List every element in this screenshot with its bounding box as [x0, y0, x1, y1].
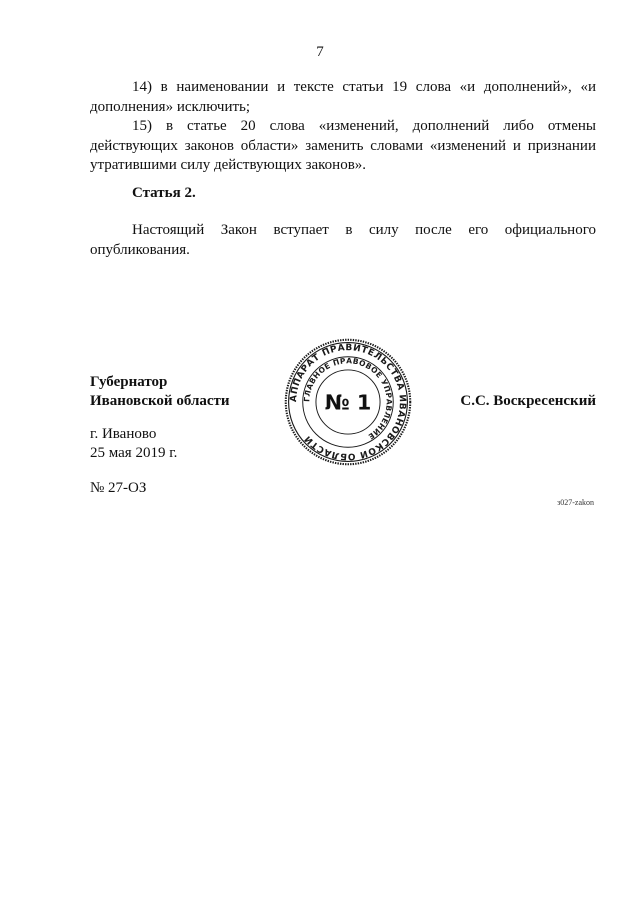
- place: г. Иваново: [90, 426, 157, 442]
- article-heading: Статья 2.: [132, 185, 196, 201]
- page-number: 7: [316, 44, 324, 60]
- signature-title-line1: Губернатор: [90, 374, 168, 390]
- seal-number: № 1: [324, 390, 372, 415]
- seal-ring-text: АППАРАТ ПРАВИТЕЛЬСТВА ИВАНОВСКОЙ ОБЛАСТИ: [289, 343, 407, 461]
- law-number: № 27-ОЗ: [90, 480, 147, 496]
- official-seal: [282, 336, 414, 468]
- item-14: 14) в наименовании и тексте статьи 19 слова «и дополнений», «и дополнения» исключить;: [90, 79, 596, 115]
- signature-title-line2: Ивановской области: [90, 393, 230, 409]
- seal-inner-text: ГЛАВНОЕ ПРАВОВОЕ УПРАВЛЕНИЕ: [302, 356, 394, 442]
- item-15: 15) в статье 20 слова «изменений, дополнений либо отмены действующих законов области» заменить словами «изменений и признании утратившими силу действующих законов».: [90, 118, 596, 173]
- date: 25 мая 2019 г.: [90, 445, 178, 461]
- file-code: з027-zakon: [557, 498, 594, 507]
- article-text: Настоящий Закон вступает в силу после его официального опубликования.: [90, 222, 596, 258]
- signatory-name: С.С. Воскресенский: [460, 393, 596, 409]
